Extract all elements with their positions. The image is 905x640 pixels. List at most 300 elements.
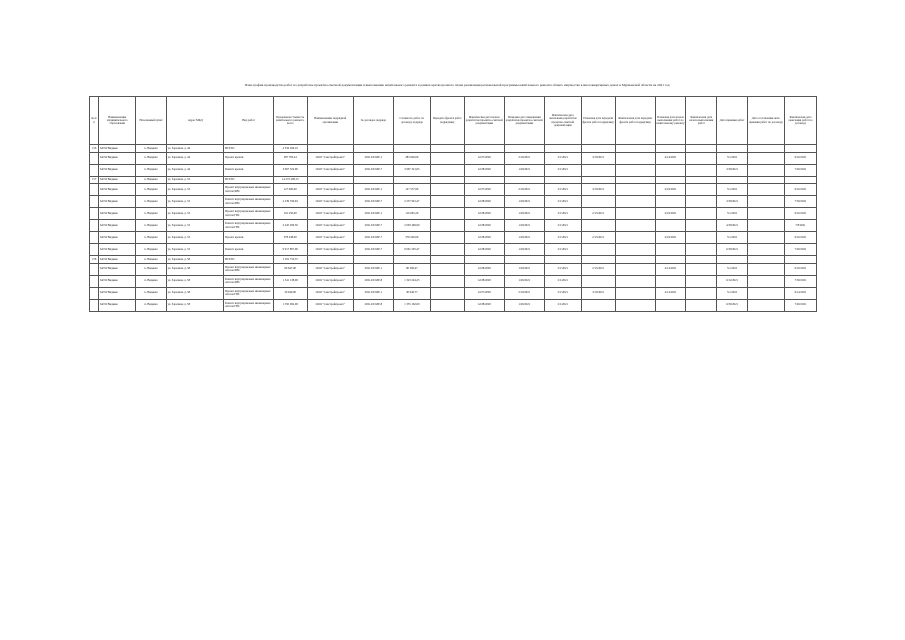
column-header: Плановая дата завершения разработки проектно-сметной документации bbox=[504, 97, 544, 145]
table-cell-mo: ЗАТО Видяево bbox=[99, 244, 136, 256]
table-cell-no bbox=[90, 244, 99, 256]
table-cell-d1 bbox=[430, 152, 464, 164]
table-cell-d1 bbox=[430, 263, 464, 275]
column-header: Дата приемки работ bbox=[717, 97, 748, 145]
table-cell-d2: 12/27/2020 bbox=[464, 152, 504, 164]
table-cell-d6 bbox=[615, 184, 655, 196]
table-cell-d10 bbox=[748, 184, 785, 196]
table-cell-d6 bbox=[615, 256, 655, 264]
table-cell-d8 bbox=[686, 256, 717, 264]
table-row bbox=[90, 184, 817, 196]
table-cell-d2: 12/28/2020 bbox=[464, 208, 504, 220]
table-cell-d6 bbox=[615, 263, 655, 275]
table-cell-d9: 4/30/2021 bbox=[717, 220, 748, 232]
table-cell-d5 bbox=[581, 220, 615, 232]
table-cell-no bbox=[90, 220, 99, 232]
table-row bbox=[90, 287, 817, 299]
table-cell-d10 bbox=[748, 263, 785, 275]
table-cell-cost: 90 390,47 bbox=[393, 263, 430, 275]
table-row bbox=[90, 152, 817, 164]
column-header: Плановая дата начала выполнения работ по капитальному ремонту bbox=[655, 97, 686, 145]
table-cell-d10 bbox=[748, 287, 785, 299]
table-cell-no: 157 bbox=[90, 176, 99, 184]
table-cell-d2: 12/27/2020 bbox=[464, 184, 504, 196]
table-cell-d1 bbox=[430, 208, 464, 220]
table-row bbox=[90, 244, 817, 256]
table-cell-d1 bbox=[430, 145, 464, 153]
table-cell-mo: ЗАТО Видяево bbox=[99, 152, 136, 164]
table-cell-d4: 2/1/2021 bbox=[544, 275, 581, 287]
table-cell-d3: 1/29/2021 bbox=[504, 232, 544, 244]
table-cell-d6 bbox=[615, 244, 655, 256]
table-cell-mo: ЗАТО Видяево bbox=[99, 176, 136, 184]
table-cell-cost: 2 093 469,90 bbox=[393, 220, 430, 232]
table-body bbox=[90, 145, 817, 312]
table-cell-limit: 1 341 138,00 bbox=[273, 275, 307, 287]
table-cell-d11 bbox=[784, 145, 816, 153]
table-cell-no bbox=[90, 184, 99, 196]
table-cell-no: 158 bbox=[90, 256, 99, 264]
table-cell-d3: 1/29/2021 bbox=[504, 196, 544, 208]
table-cell-work: Проект кровли bbox=[224, 152, 273, 164]
table-cell-d11: 7/20/2021 bbox=[784, 164, 816, 176]
table-cell-limit: 1 591 735,37 bbox=[273, 256, 307, 264]
table-cell-d2: 12/28/2020 bbox=[464, 196, 504, 208]
table-cell-d7: 4/19/2021 bbox=[655, 184, 686, 196]
table-cell-d11: 7/20/2021 bbox=[784, 299, 816, 311]
table-cell-d11: 7/8/2021 bbox=[784, 220, 816, 232]
table-cell-d9: 5/1/2021 bbox=[717, 263, 748, 275]
table-cell-limit: 116 250,00 bbox=[273, 208, 307, 220]
table-cell-d8 bbox=[686, 263, 717, 275]
table-cell-work: ВСЕГО bbox=[224, 176, 273, 184]
table-cell-org: ООО "Севстройпроект" bbox=[307, 184, 353, 196]
table-cell-cost: 9 061 595,47 bbox=[393, 244, 430, 256]
table-cell-d5 bbox=[581, 196, 615, 208]
table-cell-num bbox=[353, 256, 393, 264]
table-cell-cost: 1 323 224,25 bbox=[393, 275, 430, 287]
table-cell-no bbox=[90, 196, 99, 208]
table-cell-addr: ул. Заречная, д. 52 bbox=[166, 196, 224, 208]
table-cell-d1 bbox=[430, 232, 464, 244]
table-cell-d8 bbox=[686, 287, 717, 299]
table-cell-d6 bbox=[615, 176, 655, 184]
table-cell-d11: 6/10/2021 bbox=[784, 152, 816, 164]
table-cell-d9: 3/30/2021 bbox=[717, 164, 748, 176]
table-cell-cost: 378 240,00 bbox=[393, 232, 430, 244]
table-cell-d11: 7/20/2021 bbox=[784, 244, 816, 256]
table-cell-np: п. Видяево bbox=[136, 220, 167, 232]
table-cell-num: 2021-ПСМР-1 bbox=[353, 287, 393, 299]
table-cell-d5: 2/15/2021 bbox=[581, 263, 615, 275]
table-cell-addr: ул. Заречная, д. 58 bbox=[166, 299, 224, 311]
column-header: Наименование подрядной организации bbox=[307, 97, 353, 145]
table-cell-d4: 2/1/2021 bbox=[544, 232, 581, 244]
table-cell-d2 bbox=[464, 256, 504, 264]
table-row bbox=[90, 232, 817, 244]
table-cell-d4: 2/1/2021 bbox=[544, 208, 581, 220]
table-cell-d5 bbox=[581, 176, 615, 184]
document-title: План-график производства работ по разработке проектно-сметной документации и выполнению капитального ремонта в рамках краткосрочного плана реализации региональной программы капитального ремонта общего имущества в многоквартирных домах в Мурманской области на 2021 год bbox=[244, 83, 670, 87]
table-cell-org: ООО "Севстройпроект" bbox=[307, 275, 353, 287]
table-cell-addr: ул. Заречная, д. 52 bbox=[166, 176, 224, 184]
table-cell-d6 bbox=[615, 208, 655, 220]
table-cell-mo: ЗАТО Видяево bbox=[99, 145, 136, 153]
table-cell-addr: ул. Заречная, д. 58 bbox=[166, 275, 224, 287]
table-cell-num: 2021-ПСМР-1 bbox=[353, 152, 393, 164]
table-cell-d4: 2/1/2021 bbox=[544, 196, 581, 208]
table-cell-org: ООО "Севстройпроект" bbox=[307, 196, 353, 208]
table-cell-np: п. Видяево bbox=[136, 244, 167, 256]
table-cell-d2 bbox=[464, 176, 504, 184]
table-cell-num: 2021-ПСМР-7 bbox=[353, 220, 393, 232]
table-cell-limit: 2 239 530,92 bbox=[273, 196, 307, 208]
table-cell-d3: 2/19/2021 bbox=[504, 152, 544, 164]
table-cell-limit: 14 272 208,15 bbox=[273, 176, 307, 184]
table-cell-addr: ул. Заречная, д. 58 bbox=[166, 263, 224, 275]
table-cell-mo: ЗАТО Видяево bbox=[99, 184, 136, 196]
table-cell-d7: 4/14/2021 bbox=[655, 287, 686, 299]
table-cell-num: 2021-ПСМР-7 bbox=[353, 244, 393, 256]
table-cell-cost: 116 665,20 bbox=[393, 208, 430, 220]
table-cell-org: ООО "Севстройпроект" bbox=[307, 244, 353, 256]
table-cell-d3: 2/19/2021 bbox=[504, 184, 544, 196]
column-header: Плановая дата передачи фронта работ подрядчику bbox=[581, 97, 615, 145]
table-cell-num: 2021-ПСМР-1 bbox=[353, 184, 393, 196]
table-cell-d10 bbox=[748, 196, 785, 208]
table-row bbox=[90, 220, 817, 232]
table-cell-d1 bbox=[430, 299, 464, 311]
table-cell-d4: 2/1/2021 bbox=[544, 184, 581, 196]
table-cell-d4 bbox=[544, 256, 581, 264]
table-cell-d2: 12/28/2020 bbox=[464, 263, 504, 275]
table-cell-addr: ул. Заречная, д. 52 bbox=[166, 232, 224, 244]
table-cell-d8 bbox=[686, 176, 717, 184]
column-header: Стоимость работ по договору подряда bbox=[393, 97, 430, 145]
column-header: Населенный пункт bbox=[136, 97, 167, 145]
table-cell-np: п. Видяево bbox=[136, 263, 167, 275]
table-cell-num bbox=[353, 145, 393, 153]
table-cell-d2: 12/28/2020 bbox=[464, 164, 504, 176]
table-cell-d10 bbox=[748, 176, 785, 184]
table-cell-d4: 2/1/2021 bbox=[544, 152, 581, 164]
table-cell-num: 2021-ПСМР-1 bbox=[353, 263, 393, 275]
table-cell-org: ООО "Севстройпроект" bbox=[307, 287, 353, 299]
table-cell-no bbox=[90, 263, 99, 275]
table-cell-org bbox=[307, 256, 353, 264]
table-cell-d5 bbox=[581, 275, 615, 287]
table-cell-d10 bbox=[748, 299, 785, 311]
table-cell-org: ООО "Севстройпроект" bbox=[307, 152, 353, 164]
table-cell-d9: 5/1/2021 bbox=[717, 232, 748, 244]
table-cell-num: 2021-ПСМР-7 bbox=[353, 196, 393, 208]
table-row bbox=[90, 208, 817, 220]
table-cell-cost: 3 967 321,65 bbox=[393, 164, 430, 176]
table-cell-d9: 3/30/2021 bbox=[717, 196, 748, 208]
table-cell-d7: 4/19/2021 bbox=[655, 208, 686, 220]
table-cell-d7: 4/14/2021 bbox=[655, 152, 686, 164]
table-cell-d7 bbox=[655, 256, 686, 264]
table-cell-limit: 127 000,00 bbox=[273, 184, 307, 196]
table-cell-limit: 90 647,00 bbox=[273, 263, 307, 275]
table-cell-num: 2021-ПСМР-7 bbox=[353, 232, 393, 244]
table-cell-mo: ЗАТО Видяево bbox=[99, 196, 136, 208]
table-cell-d11: 6/10/2021 bbox=[784, 208, 816, 220]
table-cell-cost: 2 237 991,47 bbox=[393, 196, 430, 208]
table-cell-np: п. Видяево bbox=[136, 287, 167, 299]
table-cell-d5 bbox=[581, 244, 615, 256]
table-cell-d3 bbox=[504, 176, 544, 184]
table-cell-d8 bbox=[686, 152, 717, 164]
table-cell-d8 bbox=[686, 299, 717, 311]
column-header: № п/п bbox=[90, 97, 99, 145]
table-cell-d5: 2/15/2021 bbox=[581, 232, 615, 244]
table-cell-d3: 1/29/2021 bbox=[504, 299, 544, 311]
table-cell-addr: ул. Заречная, д. 58 bbox=[166, 256, 224, 264]
table-cell-d3: 1/29/2021 bbox=[504, 220, 544, 232]
column-header: Фактическая дата передачи фронта работ подрядчику bbox=[615, 97, 655, 145]
table-cell-d4: 2/1/2021 bbox=[544, 263, 581, 275]
table-cell-work: Ремонт кровли bbox=[224, 244, 273, 256]
table-cell-d2: 12/27/2020 bbox=[464, 287, 504, 299]
table-cell-addr: ул. Заречная, д. 52 bbox=[166, 244, 224, 256]
table-cell-d7: 4/14/2021 bbox=[655, 263, 686, 275]
table-cell-d9: 5/1/2021 bbox=[717, 208, 748, 220]
table-cell-d8 bbox=[686, 184, 717, 196]
table-cell-d9 bbox=[717, 145, 748, 153]
table-cell-d3: 1/29/2021 bbox=[504, 263, 544, 275]
table-cell-np: п. Видяево bbox=[136, 275, 167, 287]
table-cell-d8 bbox=[686, 208, 717, 220]
table-cell-d5 bbox=[581, 299, 615, 311]
table-cell-no: 156 bbox=[90, 145, 99, 153]
table-cell-d9: 5/1/2021 bbox=[717, 184, 748, 196]
table-cell-d4: 2/1/2021 bbox=[544, 164, 581, 176]
table-cell-d2 bbox=[464, 145, 504, 153]
table-cell-work: ВСЕГО bbox=[224, 256, 273, 264]
table-cell-d8 bbox=[686, 232, 717, 244]
table-cell-d4 bbox=[544, 145, 581, 153]
table-cell-limit: 2 245 299,50 bbox=[273, 220, 307, 232]
table-cell-org bbox=[307, 145, 353, 153]
table-row bbox=[90, 263, 817, 275]
table-cell-d9: 6/12/2021 bbox=[717, 275, 748, 287]
table-cell-org: ООО "Севстройпроект" bbox=[307, 164, 353, 176]
table-cell-d9: 5/1/2021 bbox=[717, 152, 748, 164]
table-cell-d11 bbox=[784, 176, 816, 184]
table-cell-d10 bbox=[748, 244, 785, 256]
column-header: Фактическая дата окончания работ по договору bbox=[784, 97, 816, 145]
table-cell-d1 bbox=[430, 244, 464, 256]
table-cell-addr: ул. Заречная, д. 52 bbox=[166, 208, 224, 220]
table-cell-d6 bbox=[615, 196, 655, 208]
table-cell-mo: ЗАТО Видяево bbox=[99, 164, 136, 176]
table-cell-d1 bbox=[430, 164, 464, 176]
table-cell-limit: 4 356 299,10 bbox=[273, 145, 307, 153]
column-header: Наименование муниципального образования bbox=[99, 97, 136, 145]
table-cell-d11: 6/10/2021 bbox=[784, 184, 816, 196]
table-cell-work: Проект внутридомовых инженерных систем ГВС bbox=[224, 287, 273, 299]
table-cell-d1 bbox=[430, 176, 464, 184]
table-cell-d1 bbox=[430, 287, 464, 299]
table-cell-d9: 6/30/2021 bbox=[717, 299, 748, 311]
schedule-table bbox=[89, 96, 817, 312]
table-cell-np: п. Видяево bbox=[136, 184, 167, 196]
table-cell-d2: 12/28/2020 bbox=[464, 299, 504, 311]
table-cell-d2: 12/28/2020 bbox=[464, 220, 504, 232]
column-header: Адрес МКД bbox=[166, 97, 224, 145]
table-cell-org: ООО "Севстройпроект" bbox=[307, 263, 353, 275]
table-cell-d5 bbox=[581, 145, 615, 153]
table-cell-org: ООО "Севстройпроект" bbox=[307, 299, 353, 311]
table-cell-d4: 2/1/2021 bbox=[544, 244, 581, 256]
table-cell-cost: 285 640,00 bbox=[393, 152, 430, 164]
table-cell-d10 bbox=[748, 208, 785, 220]
table-cell-work: Проект внутридомовых инженерных систем ХВС bbox=[224, 184, 273, 196]
table-cell-np: п. Видяево bbox=[136, 232, 167, 244]
table-cell-d10 bbox=[748, 220, 785, 232]
table-cell-no bbox=[90, 152, 99, 164]
table-cell-d8 bbox=[686, 275, 717, 287]
table-cell-num: 2021-ПСМР-8 bbox=[353, 299, 393, 311]
table-cell-org: ООО "Севстройпроект" bbox=[307, 232, 353, 244]
table-cell-cost: 127 557,60 bbox=[393, 184, 430, 196]
table-cell-work: Проект внутридомовых инженерных систем ХВС bbox=[224, 263, 273, 275]
table-cell-d7: 4/19/2021 bbox=[655, 232, 686, 244]
table-cell-d10 bbox=[748, 232, 785, 244]
table-row bbox=[90, 164, 817, 176]
table-cell-d4: 2/1/2021 bbox=[544, 287, 581, 299]
table-cell-d7 bbox=[655, 176, 686, 184]
table-cell-d7 bbox=[655, 299, 686, 311]
table-cell-num: 2021-ПСМР-8 bbox=[353, 275, 393, 287]
table-cell-work: Проект внутридомовых инженерных систем ГВС bbox=[224, 208, 273, 220]
table-cell-d5 bbox=[581, 256, 615, 264]
table-cell-mo: ЗАТО Видяево bbox=[99, 220, 136, 232]
table-cell-org bbox=[307, 176, 353, 184]
table-cell-d6 bbox=[615, 220, 655, 232]
table-cell-np: п. Видяево bbox=[136, 176, 167, 184]
table-cell-num bbox=[353, 176, 393, 184]
table-cell-d1 bbox=[430, 184, 464, 196]
table-cell-org: ООО "Севстройпроект" bbox=[307, 220, 353, 232]
table-cell-d4: 2/1/2021 bbox=[544, 220, 581, 232]
table-cell-d5: 2/15/2021 bbox=[581, 208, 615, 220]
column-header: Вид работ bbox=[224, 97, 273, 145]
table-cell-addr: ул. Заречная, д. 52 bbox=[166, 184, 224, 196]
table-cell-work: ВСЕГО bbox=[224, 145, 273, 153]
table-cell-d1 bbox=[430, 220, 464, 232]
table-cell-work: Ремонт кровли bbox=[224, 164, 273, 176]
column-header: № договора подряда bbox=[353, 97, 393, 145]
table-cell-d3: 1/29/2021 bbox=[504, 244, 544, 256]
table-cell-work: Ремонт внутридомовых инженерных систем ГВС bbox=[224, 299, 273, 311]
table-cell-d3: 1/29/2021 bbox=[504, 275, 544, 287]
table-cell-d9 bbox=[717, 256, 748, 264]
table-cell-d7 bbox=[655, 220, 686, 232]
table-cell-d11: 7/30/2021 bbox=[784, 275, 816, 287]
table-cell-d5: 3/10/2021 bbox=[581, 184, 615, 196]
table-cell-mo: ЗАТО Видяево bbox=[99, 256, 136, 264]
table-cell-d8 bbox=[686, 196, 717, 208]
column-header: Дата составления акта-приемки работ по договору bbox=[748, 97, 785, 145]
table-cell-d9: 5/1/2021 bbox=[717, 287, 748, 299]
table-cell-org: ООО "Севстройпроект" bbox=[307, 208, 353, 220]
table-cell-mo: ЗАТО Видяево bbox=[99, 299, 136, 311]
table-cell-cost bbox=[393, 176, 430, 184]
table-cell-np: п. Видяево bbox=[136, 208, 167, 220]
table-cell-limit: 378 438,00 bbox=[273, 232, 307, 244]
table-cell-d7 bbox=[655, 244, 686, 256]
table-cell-cost: 30 640,77 bbox=[393, 287, 430, 299]
table-cell-np: п. Видяево bbox=[136, 299, 167, 311]
table-cell-d6 bbox=[615, 287, 655, 299]
table-cell-d3 bbox=[504, 145, 544, 153]
header-row bbox=[90, 97, 817, 145]
table-cell-d5: 3/10/2021 bbox=[581, 287, 615, 299]
table-cell-limit: 3 967 322,00 bbox=[273, 164, 307, 176]
table-cell-d6 bbox=[615, 164, 655, 176]
table-cell-d7 bbox=[655, 164, 686, 176]
table-cell-d6 bbox=[615, 232, 655, 244]
table-cell-np: п. Видяево bbox=[136, 196, 167, 208]
table-cell-d11: 6/14/2021 bbox=[784, 287, 816, 299]
table-cell-d3 bbox=[504, 256, 544, 264]
table-cell-d1 bbox=[430, 275, 464, 287]
table-cell-d6 bbox=[615, 145, 655, 153]
table-cell-limit: 287 783,24 bbox=[273, 152, 307, 164]
table-cell-d4 bbox=[544, 176, 581, 184]
table-cell-d4: 2/1/2021 bbox=[544, 299, 581, 311]
table-cell-num: 2021-ПСМР-1 bbox=[353, 208, 393, 220]
table-cell-d2: 12/28/2020 bbox=[464, 232, 504, 244]
table-cell-d8 bbox=[686, 244, 717, 256]
table-cell-work: Ремонт внутридомовых инженерных систем ХВС bbox=[224, 196, 273, 208]
table-cell-limit: 9 917 897,00 bbox=[273, 244, 307, 256]
table-cell-d3: 1/29/2021 bbox=[504, 208, 544, 220]
table-cell-limit: 30 640,00 bbox=[273, 287, 307, 299]
table-cell-work: Ремонт внутридомовых инженерных систем ХВС bbox=[224, 275, 273, 287]
table-cell-d8 bbox=[686, 145, 717, 153]
table-cell-no bbox=[90, 164, 99, 176]
table-cell-d2: 12/28/2020 bbox=[464, 244, 504, 256]
spreadsheet-page bbox=[89, 83, 817, 312]
table-cell-cost bbox=[393, 145, 430, 153]
table-cell-d8 bbox=[686, 220, 717, 232]
table-cell-no bbox=[90, 299, 99, 311]
table-cell-addr: ул. Заречная, д. 58 bbox=[166, 287, 224, 299]
table-cell-mo: ЗАТО Видяево bbox=[99, 232, 136, 244]
table-cell-mo: ЗАТО Видяево bbox=[99, 275, 136, 287]
table-cell-d10 bbox=[748, 256, 785, 264]
table-row bbox=[90, 299, 817, 311]
table-cell-addr: ул. Заречная, д. 44 bbox=[166, 145, 224, 153]
table-row bbox=[90, 196, 817, 208]
table-cell-work: Проект кровли bbox=[224, 232, 273, 244]
table-cell-mo: ЗАТО Видяево bbox=[99, 287, 136, 299]
table-cell-d3: 1/29/2021 bbox=[504, 164, 544, 176]
table-cell-np: п. Видяево bbox=[136, 152, 167, 164]
column-header: Фактическая дата начала выполнения работ bbox=[686, 97, 717, 145]
table-cell-np: п. Видяево bbox=[136, 256, 167, 264]
table-cell-d10 bbox=[748, 145, 785, 153]
table-cell-d1 bbox=[430, 196, 464, 208]
total-row bbox=[90, 176, 817, 184]
table-cell-d7 bbox=[655, 196, 686, 208]
table-cell-addr: ул. Заречная, д. 44 bbox=[166, 152, 224, 164]
table-cell-d3: 2/19/2021 bbox=[504, 287, 544, 299]
table-cell-d11: 6/10/2021 bbox=[784, 263, 816, 275]
